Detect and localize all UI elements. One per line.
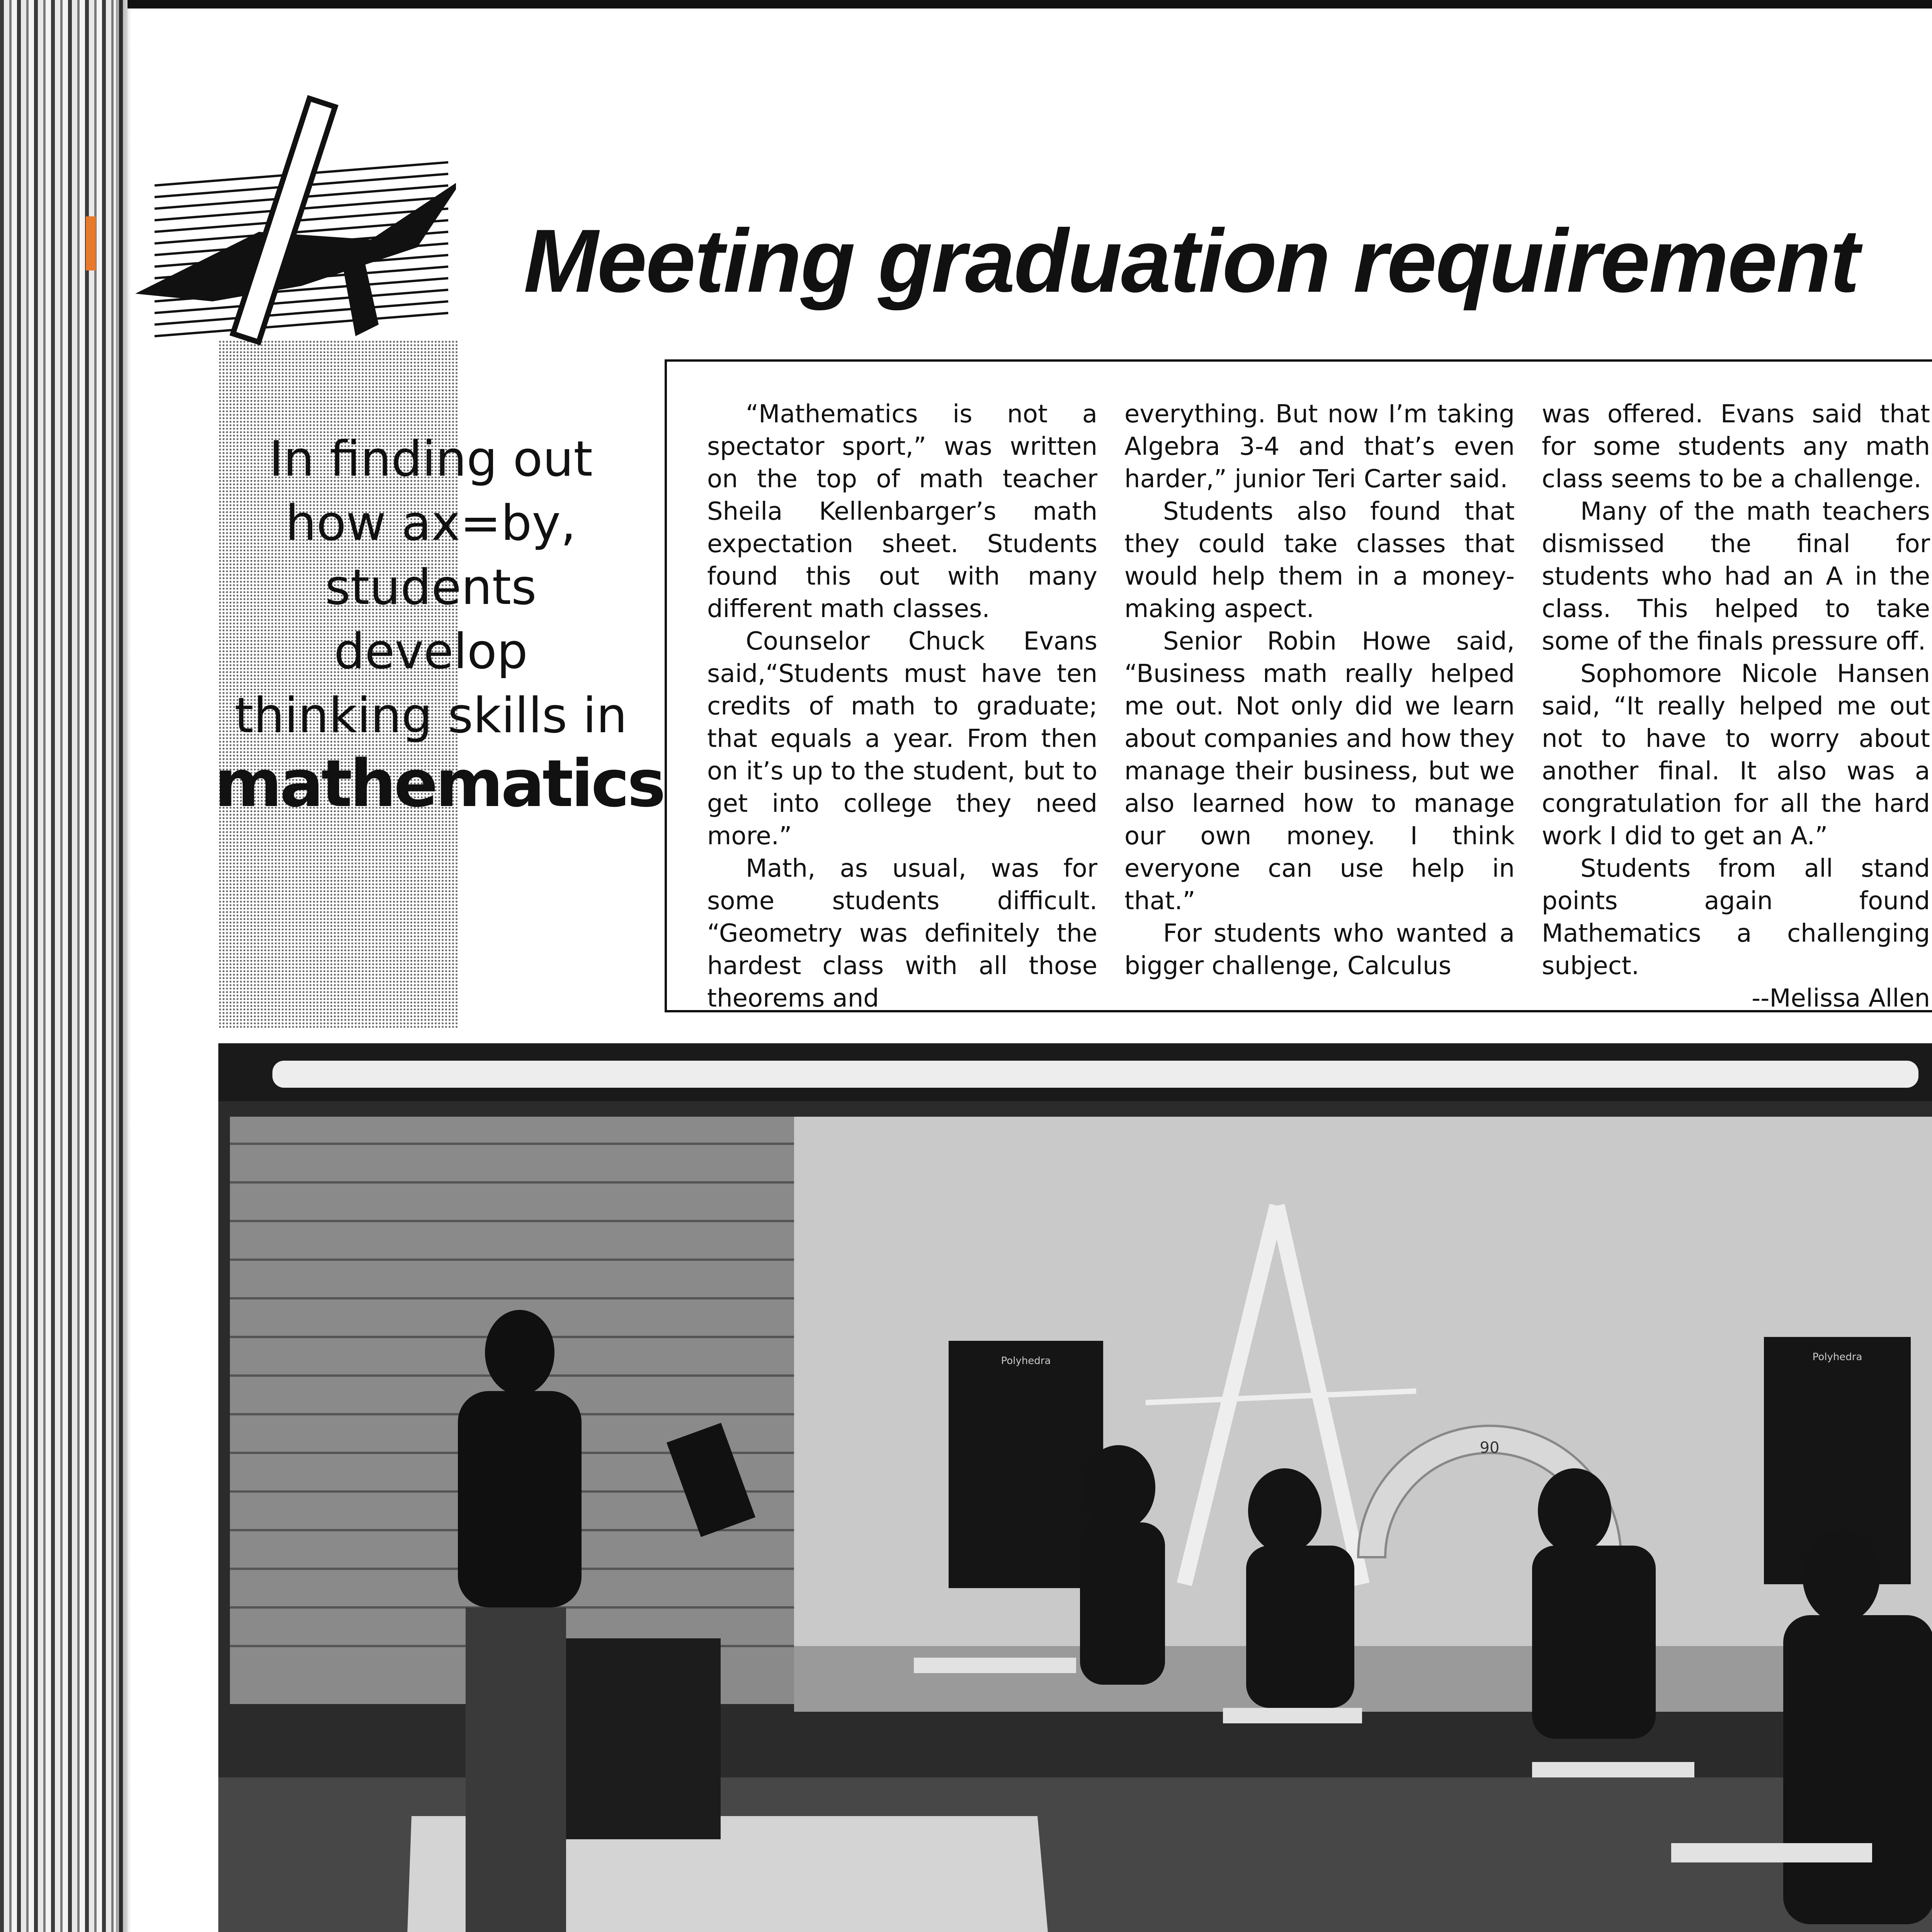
- paragraph: everything. But now I’m taking Algebra 3-4 and that’s even harder,” junior Teri Carter said.: [1124, 400, 1515, 493]
- paragraph: Students from all stand points again found Mathematics a challenging subject.: [1542, 854, 1930, 980]
- intro-emphasis: mathematics: [214, 746, 664, 821]
- paragraph: was offered. Evans said that for some students any math class seems to be a challenge.: [1542, 400, 1930, 493]
- binding-shadow: [116, 0, 131, 1932]
- paragraph: Senior Robin Howe said, “Business math really helped me out. Not only did we learn about companies and how they manage their business, but we also learned how to manage our own money. I think everyone can use help in that.”: [1124, 627, 1515, 915]
- intro-line: In finding out: [269, 430, 593, 487]
- diploma-scroll-icon: [233, 99, 335, 342]
- paragraph: Many of the math teachers dismissed the final for students who had an A in the class. This helped to take some of the finals pressure off.: [1542, 497, 1930, 656]
- wall-heater: [794, 1646, 1932, 1712]
- headline: Meeting graduation requirement: [524, 211, 1859, 311]
- article-column-2: [1124, 398, 1515, 982]
- teacher-figure: [458, 1310, 582, 1932]
- graduation-cap-emblem: [131, 85, 456, 363]
- byline: --Melissa Allen: [1752, 984, 1930, 1013]
- article-column-1: [707, 398, 1097, 1015]
- paragraph: Students also found that they could take classes that would help them in a money-making aspect.: [1124, 497, 1515, 623]
- paragraph: “Mathematics is not a spectator sport,” was written on the top of math teacher Sheila Kellenbarger’s math expectation sheet. Students found this out with many different math classes.: [707, 400, 1097, 623]
- paragraph: For students who wanted a bigger challenge, Calculus: [1124, 919, 1515, 980]
- poster-title-left: Polyhedra: [1001, 1355, 1051, 1367]
- book-page-edges: [0, 0, 128, 1932]
- article-column-3: [1542, 398, 1930, 1015]
- intro-line: develop: [334, 623, 528, 680]
- poster-title-right: Polyhedra: [1812, 1351, 1862, 1363]
- protractor-mark: 90: [1480, 1439, 1500, 1457]
- paragraph: Sophomore Nicole Hansen said, “It really helped me out not to have to worry about another final. It also was a congratulation for all the hard work I did to get an A.”: [1542, 660, 1930, 850]
- top-border: [0, 0, 1932, 9]
- classroom-photo: [218, 1043, 1932, 1932]
- section-tab: [86, 216, 96, 270]
- paragraph: Math, as usual, was for some students difficult. “Geometry was definitely the hardest class with all those theorems and: [707, 854, 1097, 1013]
- intro-line: students: [325, 559, 537, 616]
- tassel-icon: [340, 251, 379, 336]
- lectern: [554, 1638, 721, 1839]
- intro-block: [214, 427, 664, 821]
- intro-line: how ax=by,: [285, 495, 576, 551]
- paragraph: Counselor Chuck Evans said,“Students must have ten credits of math to graduate; that equals a year. From then on it’s up to the student, but to get into college they need more.”: [707, 627, 1097, 850]
- intro-line: thinking skills in: [234, 687, 628, 744]
- ceiling-light-icon: [272, 1061, 1918, 1088]
